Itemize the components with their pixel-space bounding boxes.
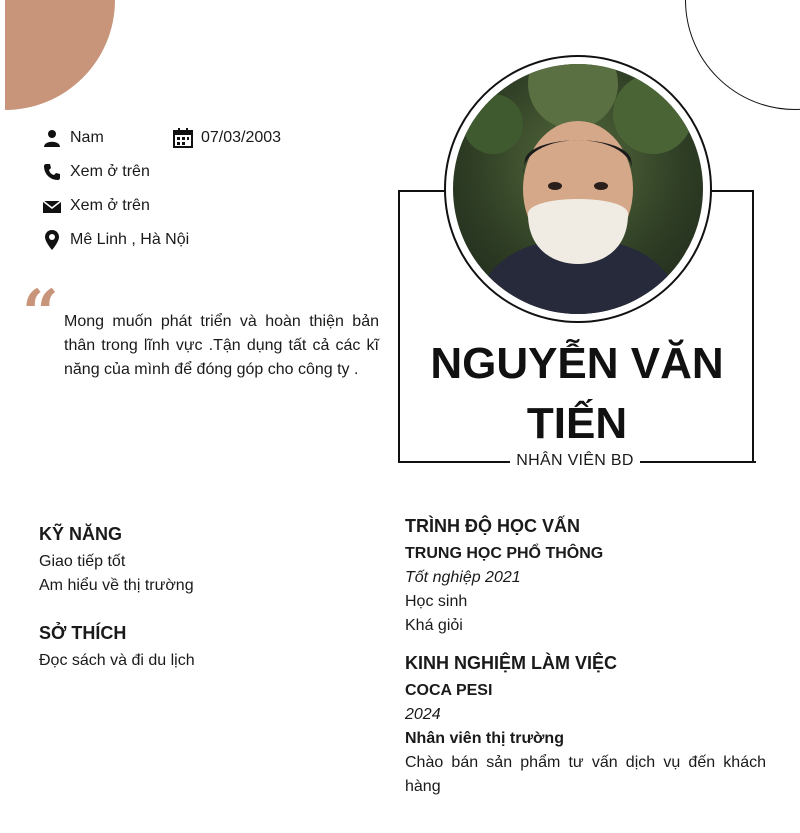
quote-icon: “ xyxy=(22,276,59,351)
job-title: NHÂN VIÊN BD xyxy=(510,452,640,470)
experience-position: Nhân viên thị trường xyxy=(405,730,564,747)
name-line-2: TIẾN xyxy=(526,399,628,448)
email-row xyxy=(42,196,150,216)
hobbies-title: SỞ THÍCH xyxy=(39,623,127,643)
dob-value: 07/03/2003 xyxy=(201,129,282,146)
career-objective: Mong muốn phát triển và hoàn thiện bản thân trong lĩnh vực .Tận dụng tất cả các kĩ năng của mình để đóng góp cho công ty . xyxy=(64,313,379,378)
experience-company: COCA PESI xyxy=(405,682,493,699)
education-school: TRUNG HỌC PHỔ THÔNG xyxy=(405,545,604,562)
candidate-name xyxy=(400,334,754,454)
decorative-ring xyxy=(685,0,800,110)
education-major: Học sinh xyxy=(405,593,468,610)
mail-icon xyxy=(42,196,62,216)
name-line-1: NGUYỄN VĂN xyxy=(430,339,724,388)
dob-row xyxy=(173,128,281,148)
email-value: Xem ở trên xyxy=(70,197,150,214)
hobby-item: Đọc sách và đi du lịch xyxy=(39,652,195,669)
gender-row xyxy=(42,128,104,148)
phone-icon xyxy=(42,162,62,182)
education-title: TRÌNH ĐỘ HỌC VẤN xyxy=(405,516,580,536)
address-value: Mê Linh , Hà Nội xyxy=(70,231,190,248)
phone-row xyxy=(42,162,150,182)
education-grade: Khá giỏi xyxy=(405,617,463,634)
person-icon xyxy=(42,128,62,148)
address-row xyxy=(42,230,189,250)
experience-title: KINH NGHIỆM LÀM VIỆC xyxy=(405,653,618,673)
avatar xyxy=(453,64,703,314)
skill-item: Giao tiếp tốt xyxy=(39,553,126,570)
location-icon xyxy=(42,230,62,250)
gender-value: Nam xyxy=(70,129,104,146)
education-period: Tốt nghiệp 2021 xyxy=(405,569,521,586)
phone-value: Xem ở trên xyxy=(70,163,150,180)
name-box-divider-left xyxy=(398,461,510,463)
experience-description: Chào bán sản phẩm tư vấn dịch vụ đến khách hàng xyxy=(405,754,766,795)
decorative-blob xyxy=(5,0,115,110)
name-box-divider-right xyxy=(640,461,756,463)
skills-title: KỸ NĂNG xyxy=(39,524,123,544)
skill-item: Am hiểu về thị trường xyxy=(39,577,194,594)
calendar-icon xyxy=(173,128,193,148)
experience-period: 2024 xyxy=(405,706,441,723)
